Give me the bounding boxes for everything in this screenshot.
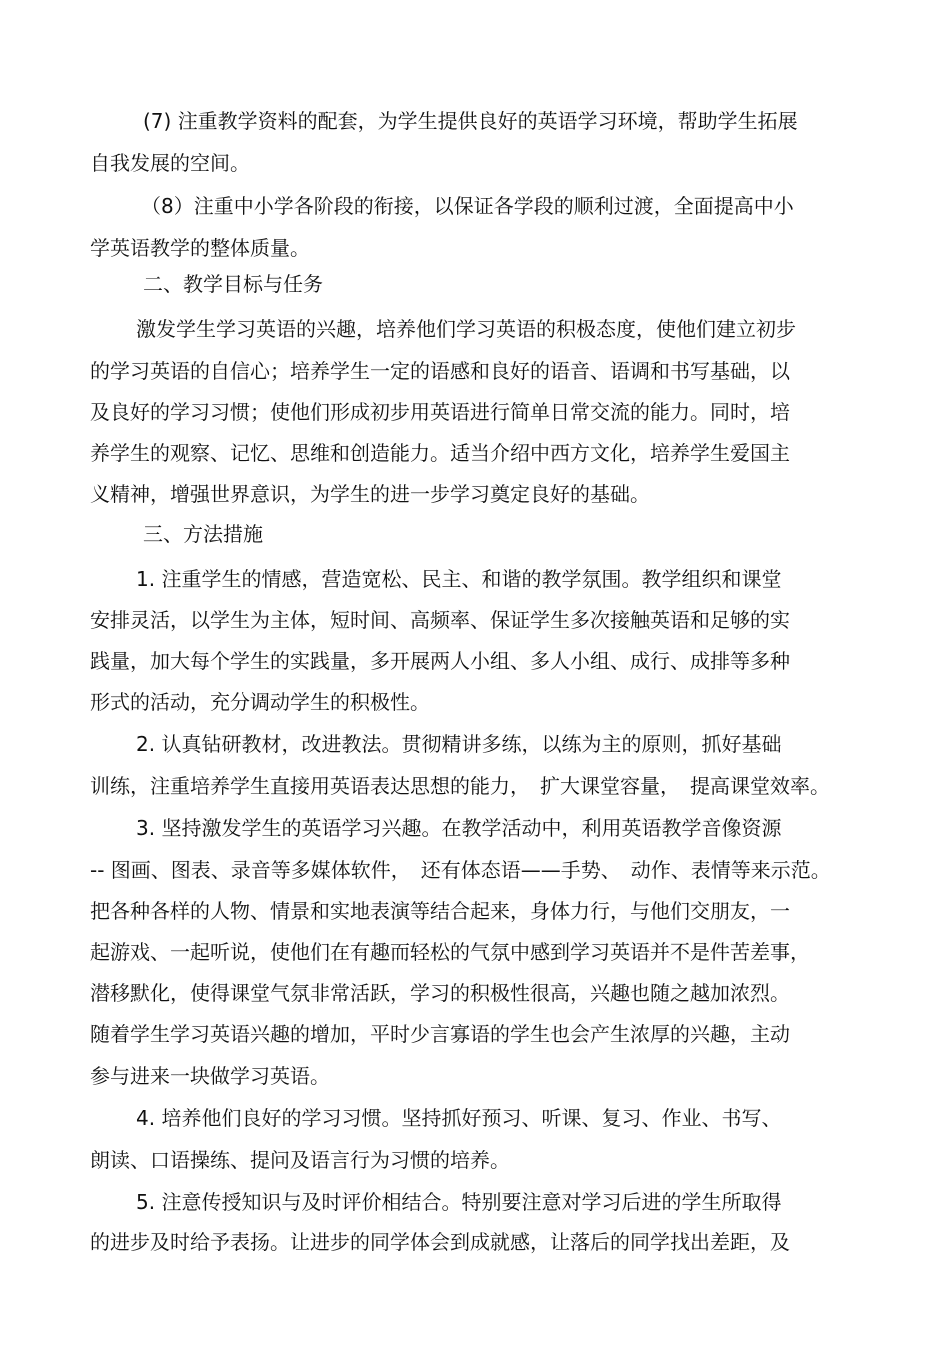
text-line: 起游戏、一起听说，使他们在有趣而轻松的气氛中感到学习英语并不是件苦差事， (90, 940, 810, 964)
text-line: 潜移默化，使得课堂气氛非常活跃，学习的积极性很高，兴趣也随之越加浓烈。 (90, 981, 790, 1005)
text-line: 把各种各样的人物、情景和实地表演等结合起来，身体力行，与他们交朋友，一 (90, 899, 790, 923)
text-line: 养学生的观察、记忆、思维和创造能力。适当介绍中西方文化，培养学生爱国主 (90, 441, 790, 465)
text-line: 安排灵活，以学生为主体，短时间、高频率、保证学生多次接触英语和足够的实 (90, 608, 790, 632)
text-line: 3. 坚持激发学生的英语学习兴趣。在教学活动中，利用英语教学音像资源 (136, 816, 782, 840)
text-line: 的学习英语的自信心；培养学生一定的语感和良好的语音、语调和书写基础，以 (90, 359, 790, 383)
text-line: 4. 培养他们良好的学习习惯。坚持抓好预习、听课、复习、作业、书写、 (136, 1106, 782, 1130)
text-line: 及良好的学习习惯；使他们形成初步用英语进行简单日常交流的能力。同时，培 (90, 400, 790, 424)
text-line: 激发学生学习英语的兴趣，培养他们学习英语的积极态度，使他们建立初步 (136, 317, 796, 341)
text-line: 训练，注重培养学生直接用英语表达思想的能力， 扩大课堂容量， 提高课堂效率。 (90, 774, 830, 798)
text-line: （8）注重中小学各阶段的衔接，以保证各学段的顺利过渡，全面提高中小 (141, 194, 794, 218)
text-line: 1. 注重学生的情感，营造宽松、民主、和谐的教学氛围。教学组织和课堂 (136, 567, 782, 591)
text-line: 自我发展的空间。 (90, 151, 250, 175)
text-line: 朗读、口语操练、提问及语言行为习惯的培养。 (90, 1148, 510, 1172)
text-line: 形式的活动，充分调动学生的积极性。 (90, 690, 430, 714)
text-line: 随着学生学习英语兴趣的增加，平时少言寡语的学生也会产生浓厚的兴趣，主动 (90, 1022, 790, 1046)
text-line: 学英语教学的整体质量。 (90, 236, 310, 260)
section-heading: 二、教学目标与任务 (143, 272, 323, 296)
text-line: 参与进来一块做学习英语。 (90, 1064, 330, 1088)
text-line: -- 图画、图表、录音等多媒体软件， 还有体态语——手势、 动作、表情等来示范。 (90, 858, 831, 882)
text-line: 2. 认真钻研教材，改进教法。贯彻精讲多练，以练为主的原则，抓好基础 (136, 732, 782, 756)
text-line: 5. 注意传授知识与及时评价相结合。特别要注意对学习后进的学生所取得 (136, 1190, 782, 1214)
text-line: 的进步及时给予表扬。让进步的同学体会到成就感，让落后的同学找出差距，及 (90, 1230, 790, 1254)
section-heading: 三、方法措施 (143, 522, 263, 546)
text-line: (7) 注重教学资料的配套，为学生提供良好的英语学习环境，帮助学生拓展 (143, 109, 798, 133)
text-line: 践量，加大每个学生的实践量，多开展两人小组、多人小组、成行、成排等多种 (90, 649, 790, 673)
text-line: 义精神，增强世界意识，为学生的进一步学习奠定良好的基础。 (90, 482, 650, 506)
